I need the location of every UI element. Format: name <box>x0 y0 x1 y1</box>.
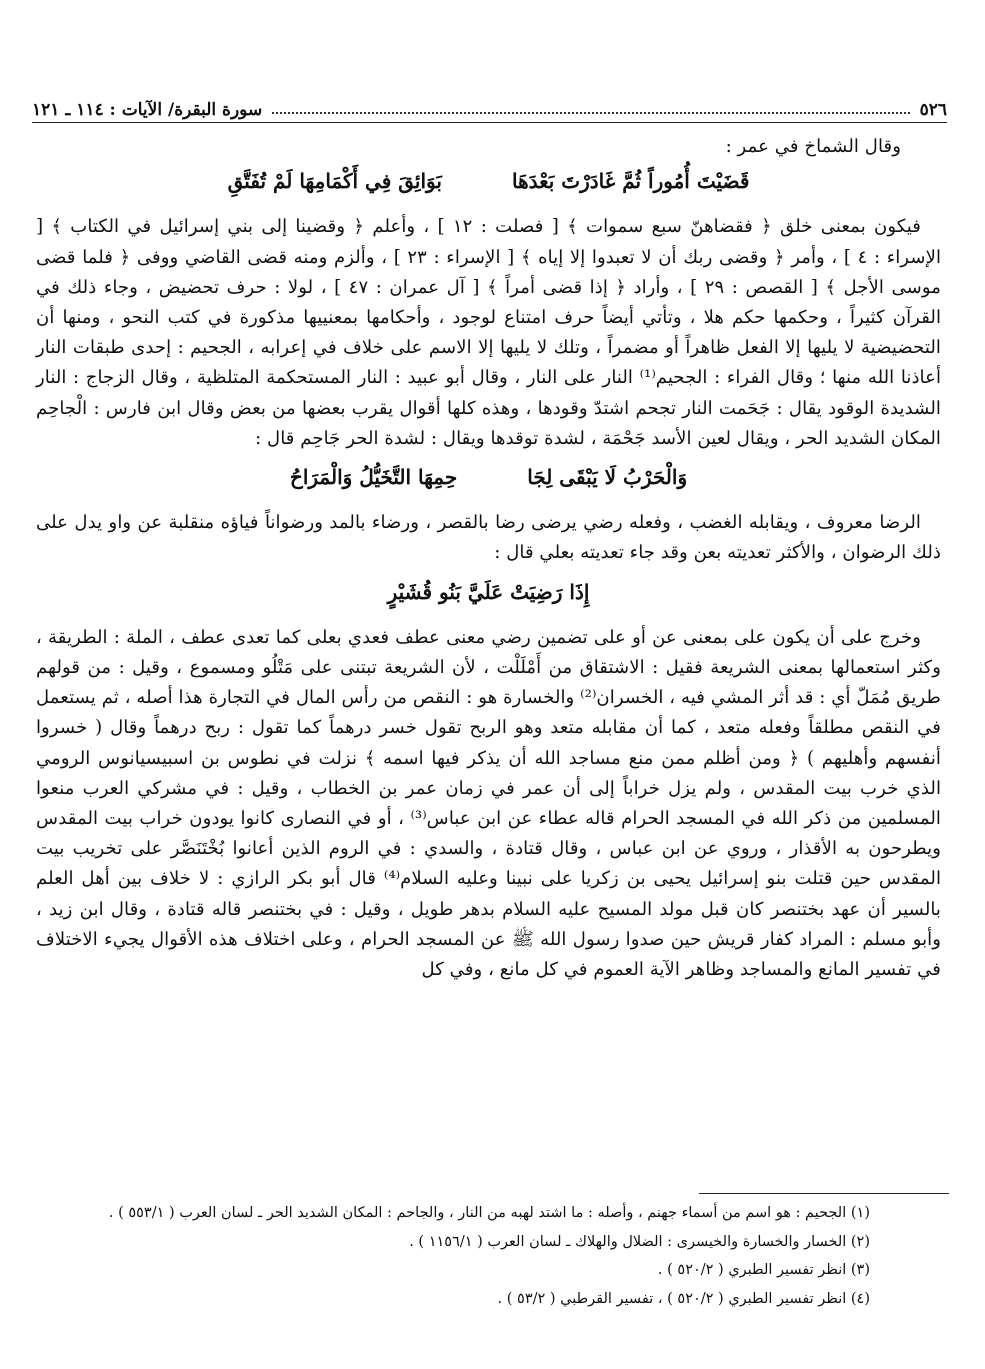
footnote-2: (٢) الخسار والخسارة والخيسرى : الضلال والهلاك ـ لسان العرب ( ١١٥٦/١ ) . <box>409 1233 870 1250</box>
verse-1-first-hemistich: قَضَيْتَ أُمُوراً ثُمَّ غَادَرْتَ بَعْدَهَا <box>511 169 750 194</box>
footnotes <box>40 1199 870 1313</box>
footnote-1: (١) الجحيم : هو اسم من أسماء جهنم ، وأصله : ما اشتد لهبه من النار ، والجاحم : المكان الشديد الحر ـ لسان العرب ( ٥٥٣/١ ) . <box>108 1205 870 1221</box>
verse-3-text: إِذَا رَضِيَتْ عَلَيَّ بَنُو قُشَيْرٍ <box>387 579 590 604</box>
footnote-separator <box>699 1193 949 1194</box>
verse-1-second-hemistich: بَوَائِقَ فِي أَكْمَامِهَا لَمْ تُفَتَّقِ <box>227 169 442 194</box>
header-dot-leader <box>272 112 909 114</box>
running-header <box>32 88 947 123</box>
paragraph-2: الرضا معروف ، ويقابله الغضب ، وفعله رضي يرضى رضا بالقصر ، ورضاء بالمد ورضواناً فياؤه منقلبة عن واو يدل على ذلك الرضوان ، والأكثر تعديته بعن وقد جاء تعديته بعلي قال : <box>36 512 941 564</box>
main-text <box>36 128 941 993</box>
poetry-verse-2 <box>36 462 941 492</box>
paragraph-1: فيكون بمعنى خلق ﴿ فقضاهنّ سبع سموات ﴾ [ فصلت : ١٢ ] ، وأعلم ﴿ وقضينا إلى بني إسرائيل في الكتاب ﴾ [ الإسراء : ٤ ] ، وأمر ﴿ وقضى ربك أن لا تعبدوا إلا إياه ﴾ [ الإسراء : ٢٣ ] ، وألزم ومنه قضى القاضي ووفى ﴿ فلما قضى موسى الأجل ﴾ [ القصص : ٢٩ ] ، وأراد ﴿ إذا قضى أمراً ﴾ [ آل عمران : ٤٧ ] ، لولا : حرف تحضيض ، وجاء ذلك في القرآن كثيراً ، وحكمها حكم هلا ، وتأتي أيضاً حرف امتناع لوجود ، وأحكامها بمعنييها مذكورة في كتب النحو ، ومنها أن التحضيضية لا يليها إلا الفعل ظاهراً أو مضمراً ، وتلك لا يليها إلا الاسم على خلاف في إعرابه ، الجحيم : إحدى طبقات النار أعاذنا الله منها ؛ وقال الفراء : الجحيم⁽¹⁾ النار على النار ، وقال أبو عبيد : النار المستحكمة المتلظية ، وقال الزجاج : النار الشديدة الوقود يقال : جَحَمت النار تجحم اشتدّ وقودها ، وهذه كلها أقوال يقرب بعضها من بعض وقال ابن فارس : الْجاحِم المكان الشديد الحر ، ويقال لعين الأسد جَحْمَة ، لشدة توقدها ويقال : لشدة الحر جَاحِم قال : <box>36 216 941 449</box>
paragraph-3: وخرج على أن يكون على بمعنى عن أو على تضمين رضي معنى عطف فعدي بعلى كما تعدى عطف ، الملة : الطريقة ، وكثر استعمالها بمعنى الشريعة فقيل : الاشتقاق من أَمْلَلْت ، لأن الشريعة تبتنى على مَتْلُو ومسموع ، وقيل : من قولهم طريق مُمَلّ أي : قد أثر المشي فيه ، الخسران⁽²⁾ والخسارة هو : النقص من رأس المال في التجارة هذا أصله ، ثم يستعمل في النقص مطلقاً وفعله متعد ، كما أن مقابله متعد وهو الربح تقول خسر درهماً كما تقول : ربح درهماً وقال ( خسروا أنفسهم وأهليهم ) ﴿ ومن أظلم ممن منع مساجد الله أن يذكر فيها اسمه ﴾ نزلت في نطوس بن اسبيسيانوس الرومي الذي خرب بيت المقدس ، ولم يزل خراباً إلى أن عمر في زمان عمر بن الخطاب ، وقيل : في مشركي العرب منعوا المسلمين من ذكر الله في المسجد الحرام قاله عطاء عن ابن عباس⁽³⁾ ، أو في النصارى كانوا يودون خراب بيت المقدس ويطرحون به الأقذار ، وروي عن ابن عباس ، وقال قتادة ، والسدي : في الروم الذين أعانوا بُخْتَنَصَّر على تخريب بيت المقدس حين قتلت بنو إسرائيل يحيى بن زكريا على نبينا وعليه السلام⁽⁴⁾ قال أبو بكر الرازي : لا خلاف بين أهل العلم بالسير أن عهد بختنصر كان قبل مولد المسيح عليه السلام بدهر طويل ، وقيل : في بختنصر قاله قتادة ، وقال ابن زيد ، وأبو مسلم : المراد كفار قريش حين صدوا رسول الله ﷺ عن المسجد الحرام ، وعلى اختلاف هذه الأقوال يجيء الاختلاف في تفسير المانع والمساجد وظاهر الآية العموم في كل مانع ، وفي كل <box>36 626 941 981</box>
chapter-title: سورة البقرة/ الآيات : ١١٤ ـ ١٢١ <box>32 100 263 120</box>
poetry-verse-1 <box>36 166 941 196</box>
verse-2-first-hemistich: وَالْحَرْبُ لَا يَبْقَى لِجَا <box>527 465 688 490</box>
page-number: ٥٢٦ <box>919 100 947 120</box>
footnote-4: (٤) انظر تفسير الطبري ( ٥٢٠/٢ ) ، تفسير القرطبي ( ٥٣/٢ ) . <box>497 1290 870 1307</box>
footnote-3: (٣) انظر تفسير الطبري ( ٥٢٠/٢ ) . <box>657 1262 870 1278</box>
poetry-verse-3 <box>36 577 941 607</box>
verse-2-second-hemistich: حِمِهَا التَّخَيُّلُ وَالْمَرَاحُ <box>289 465 458 490</box>
intro-line: وقال الشماخ في عمر : <box>725 136 901 157</box>
